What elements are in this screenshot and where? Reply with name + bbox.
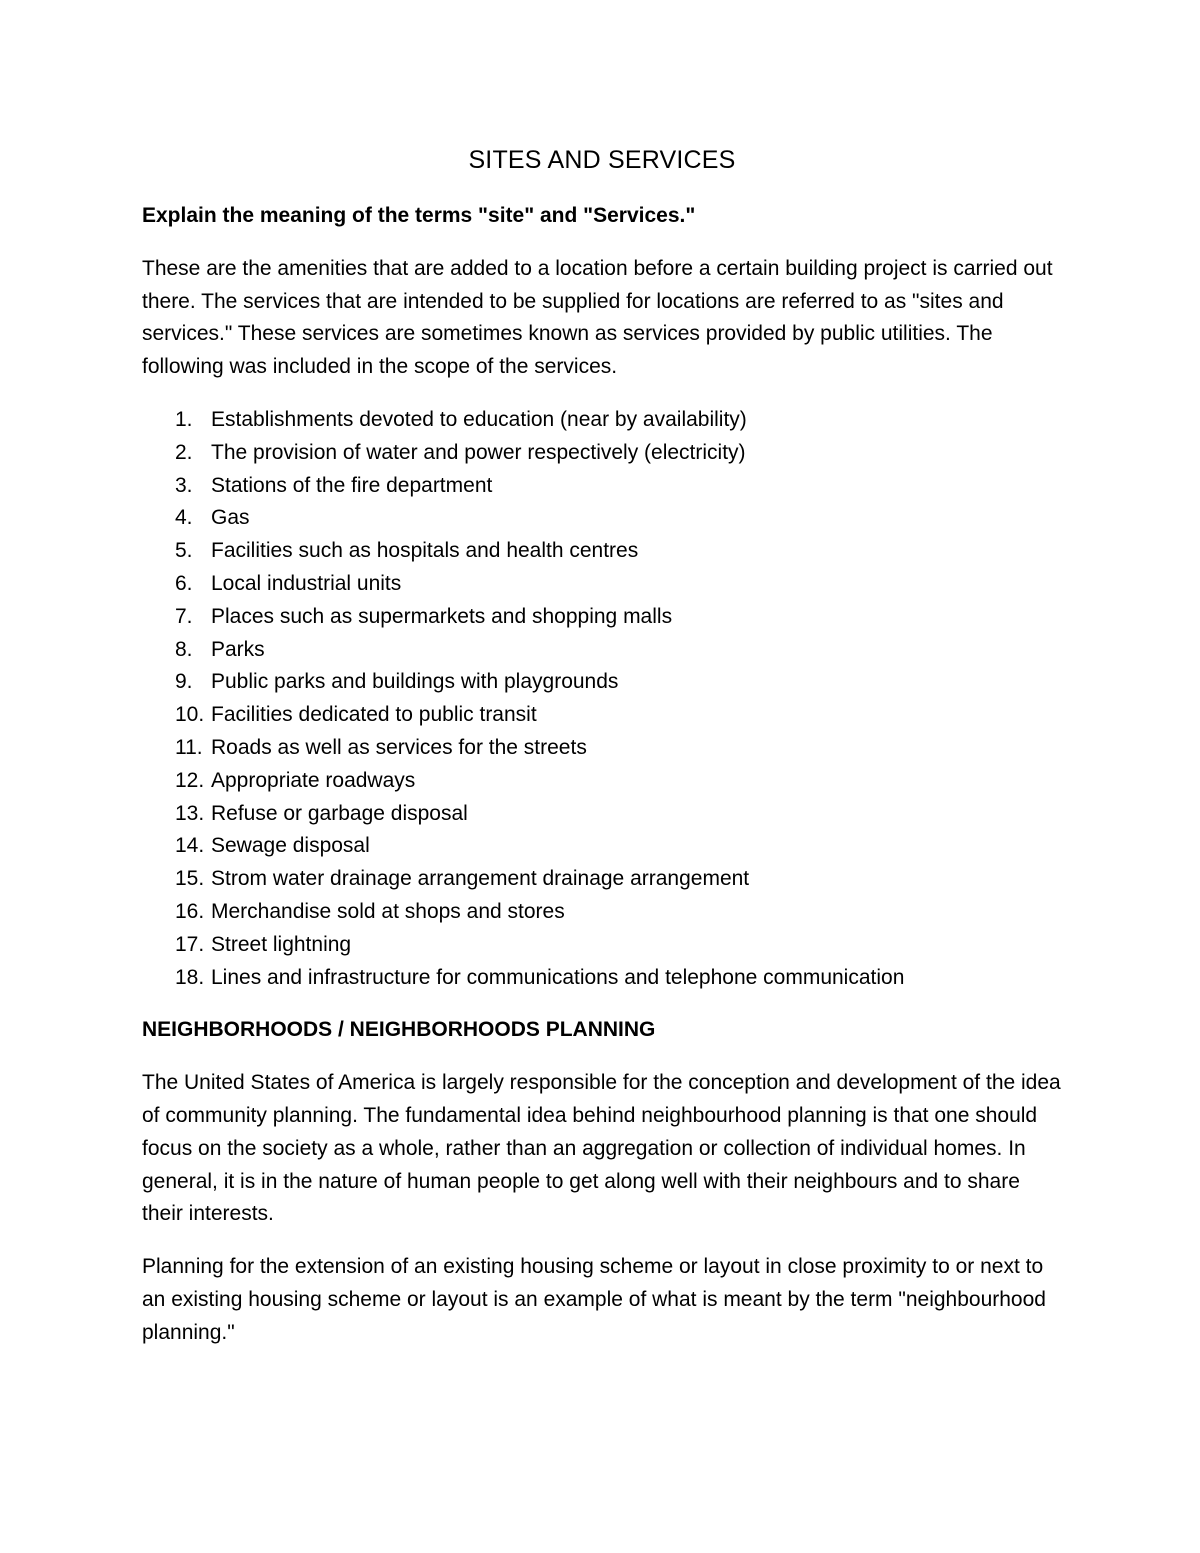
list-item <box>142 863 1062 896</box>
list-item-number: 8. <box>175 637 193 661</box>
list-item-number: 6. <box>175 571 193 595</box>
list-item-number: 14. <box>175 834 205 858</box>
list-item-number: 7. <box>175 604 193 628</box>
list-item <box>142 699 1062 732</box>
list-item-text: Sewage disposal <box>211 834 370 858</box>
list-item-text: Parks <box>211 637 265 661</box>
list-item-number: 13. <box>175 801 205 825</box>
list-item-text: Refuse or garbage disposal <box>211 801 468 825</box>
list-item <box>142 437 1062 470</box>
list-item-text: Appropriate roadways <box>211 768 416 792</box>
list-item <box>142 666 1062 699</box>
list-item-number: 11. <box>175 735 203 759</box>
document-page <box>142 140 1062 1370</box>
list-item <box>142 765 1062 798</box>
list-item-number: 1. <box>175 407 193 431</box>
list-item-number: 18. <box>175 965 205 989</box>
list-item-number: 10. <box>175 703 205 727</box>
list-item-text: Stations of the fire department <box>211 473 493 497</box>
list-item-number: 3. <box>175 473 193 497</box>
section-paragraph-2: Planning for the extension of an existing housing scheme or layout in close proximity to or next to an existing housing scheme or layout is an example of what is meant by the term "neighbourhood planning." <box>142 1255 1046 1344</box>
list-item-text: Places such as supermarkets and shopping malls <box>211 604 673 628</box>
list-item <box>142 568 1062 601</box>
list-item-text: Establishments devoted to education (near by availability) <box>211 407 747 431</box>
list-item-number: 2. <box>175 440 193 464</box>
list-item <box>142 798 1062 831</box>
list-item-text: The provision of water and power respectively (electricity) <box>211 440 746 464</box>
list-item <box>142 896 1062 929</box>
list-item-number: 9. <box>175 670 193 694</box>
list-item-number: 4. <box>175 506 193 530</box>
page-title: SITES AND SERVICES <box>468 146 736 174</box>
list-item <box>142 502 1062 535</box>
list-item-text: Lines and infrastructure for communications and telephone communication <box>211 965 905 989</box>
list-item <box>142 732 1062 765</box>
list-item-text: Merchandise sold at shops and stores <box>211 899 565 923</box>
list-item-text: Facilities dedicated to public transit <box>211 703 537 727</box>
list-item <box>142 634 1062 667</box>
list-item-text: Gas <box>211 506 250 530</box>
list-item-number: 5. <box>175 539 193 563</box>
section-heading: NEIGHBORHOODS / NEIGHBORHOODS PLANNING <box>142 1018 656 1042</box>
list-item-text: Public parks and buildings with playgrounds <box>211 670 619 694</box>
list-item <box>142 601 1062 634</box>
services-list <box>142 404 1062 994</box>
list-item <box>142 404 1062 437</box>
list-item-text: Street lightning <box>211 932 352 956</box>
question-heading: Explain the meaning of the terms "site" and "Services." <box>142 204 696 227</box>
list-item <box>142 830 1062 863</box>
intro-paragraph: These are the amenities that are added to a location before a certain building project is carried out there. The services that are intended to be supplied for locations are referred to as "sites and services." These services are sometimes known as services provided by public utilities. The following was included in the scope of the services. <box>142 256 1053 379</box>
section-paragraph-1: The United States of America is largely responsible for the conception and development of the idea of community planning. The fundamental idea behind neighbourhood planning is that one should focus on the society as a whole, rather than an aggregation or collection of individual homes. In general, it is in the nature of human people to get along well with their neighbours and to share their interests. <box>142 1071 1061 1226</box>
list-item <box>142 470 1062 503</box>
list-item-text: Local industrial units <box>211 571 402 595</box>
list-item-number: 15. <box>175 867 205 891</box>
list-item-text: Roads as well as services for the streets <box>211 735 587 759</box>
list-item-text: Strom water drainage arrangement drainage arrangement <box>211 867 750 891</box>
list-item-number: 17. <box>175 932 205 956</box>
list-item <box>142 929 1062 962</box>
list-item <box>142 535 1062 568</box>
list-item-number: 16. <box>175 899 205 923</box>
list-item-text: Facilities such as hospitals and health centres <box>211 539 639 563</box>
list-item <box>142 962 1062 995</box>
list-item-number: 12. <box>175 768 205 792</box>
